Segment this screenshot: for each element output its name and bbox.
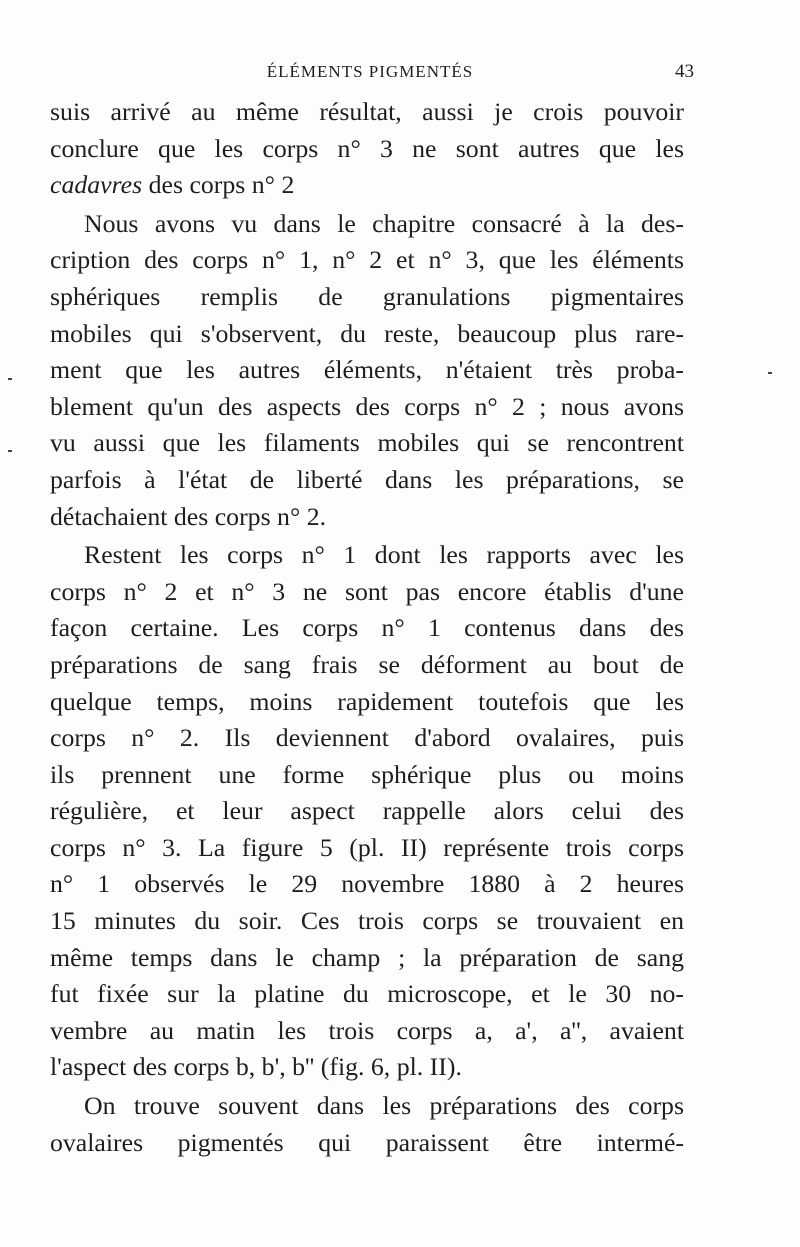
text-line: conclure que les corps n° 3 ne sont autres que les [50,133,684,163]
text-line: l'aspect des corps b, b', b'' (fig. 6, pl. II). [50,1052,462,1082]
emphasis-cadavres: cadavres [50,170,143,200]
text-line: Nous avons vu dans le chapitre consacré à la des- [84,208,684,238]
text-line: vu aussi que les filaments mobiles qui se rencontrent [50,428,684,458]
paragraph-2 [50,206,684,535]
text-line: sphériques remplis de granulations pigmentaires [50,281,684,311]
text-line: même temps dans le champ ; la préparation de sang [50,942,684,972]
margin-mark [8,450,12,452]
page-number: 43 [675,61,694,82]
margin-mark [768,372,772,374]
running-head: ÉLÉMENTS PIGMENTÉS [266,62,474,81]
text-line: corps n° 2. Ils deviennent d'abord ovalaires, puis [50,723,684,753]
text-line: blement qu'un des aspects des corps n° 2 ; nous avons [50,391,684,421]
text-line: ment que les autres éléments, n'étaient très proba- [50,355,684,385]
body-text [50,94,684,1161]
text-line: Restent les corps n° 1 dont les rapports avec les [84,540,684,570]
text-line: quelque temps, moins rapidement toutefois que les [50,686,684,716]
text-line: ovalaires pigmentés qui paraissent être intermé- [50,1127,684,1157]
text-line: détachaient des corps n° 2. [50,501,327,531]
text-line-rest: des corps n° 2 [142,170,295,200]
text-line: cription des corps n° 1, n° 2 et n° 3, que les éléments [50,245,684,275]
text-line: fut fixée sur la platine du microscope, et le 30 no- [50,979,684,1009]
text-line: ils prennent une forme sphérique plus ou moins [50,759,684,789]
paragraph-4 [50,1088,684,1161]
text-line: préparations de sang frais se déforment au bout de [50,649,684,679]
paragraph-3 [50,537,684,1086]
text-line: corps n° 3. La figure 5 (pl. II) représente trois corps [50,832,684,862]
text-line-cadavres [50,167,684,204]
text-line: n° 1 observés le 29 novembre 1880 à 2 heures [50,869,684,899]
text-line: vembre au matin les trois corps a, a', a'', avaient [50,1015,684,1045]
text-line: suis arrivé au même résultat, aussi je crois pouvoir [50,97,684,126]
text-line: parfois à l'état de liberté dans les préparations, se [50,464,684,494]
text-line: façon certaine. Les corps n° 1 contenus dans des [50,613,684,643]
paragraph-1 [50,94,684,204]
text-line: On trouve souvent dans les préparations des corps [84,1091,684,1121]
text-line: régulière, et leur aspect rappelle alors celui des [50,796,684,826]
text-line: corps n° 2 et n° 3 ne sont pas encore établis d'une [50,576,684,606]
text-line: mobiles qui s'observent, du reste, beaucoup plus rare- [50,318,684,348]
margin-mark [8,378,12,380]
page-header [60,58,694,88]
text-line: 15 minutes du soir. Ces trois corps se trouvaient en [50,906,684,936]
